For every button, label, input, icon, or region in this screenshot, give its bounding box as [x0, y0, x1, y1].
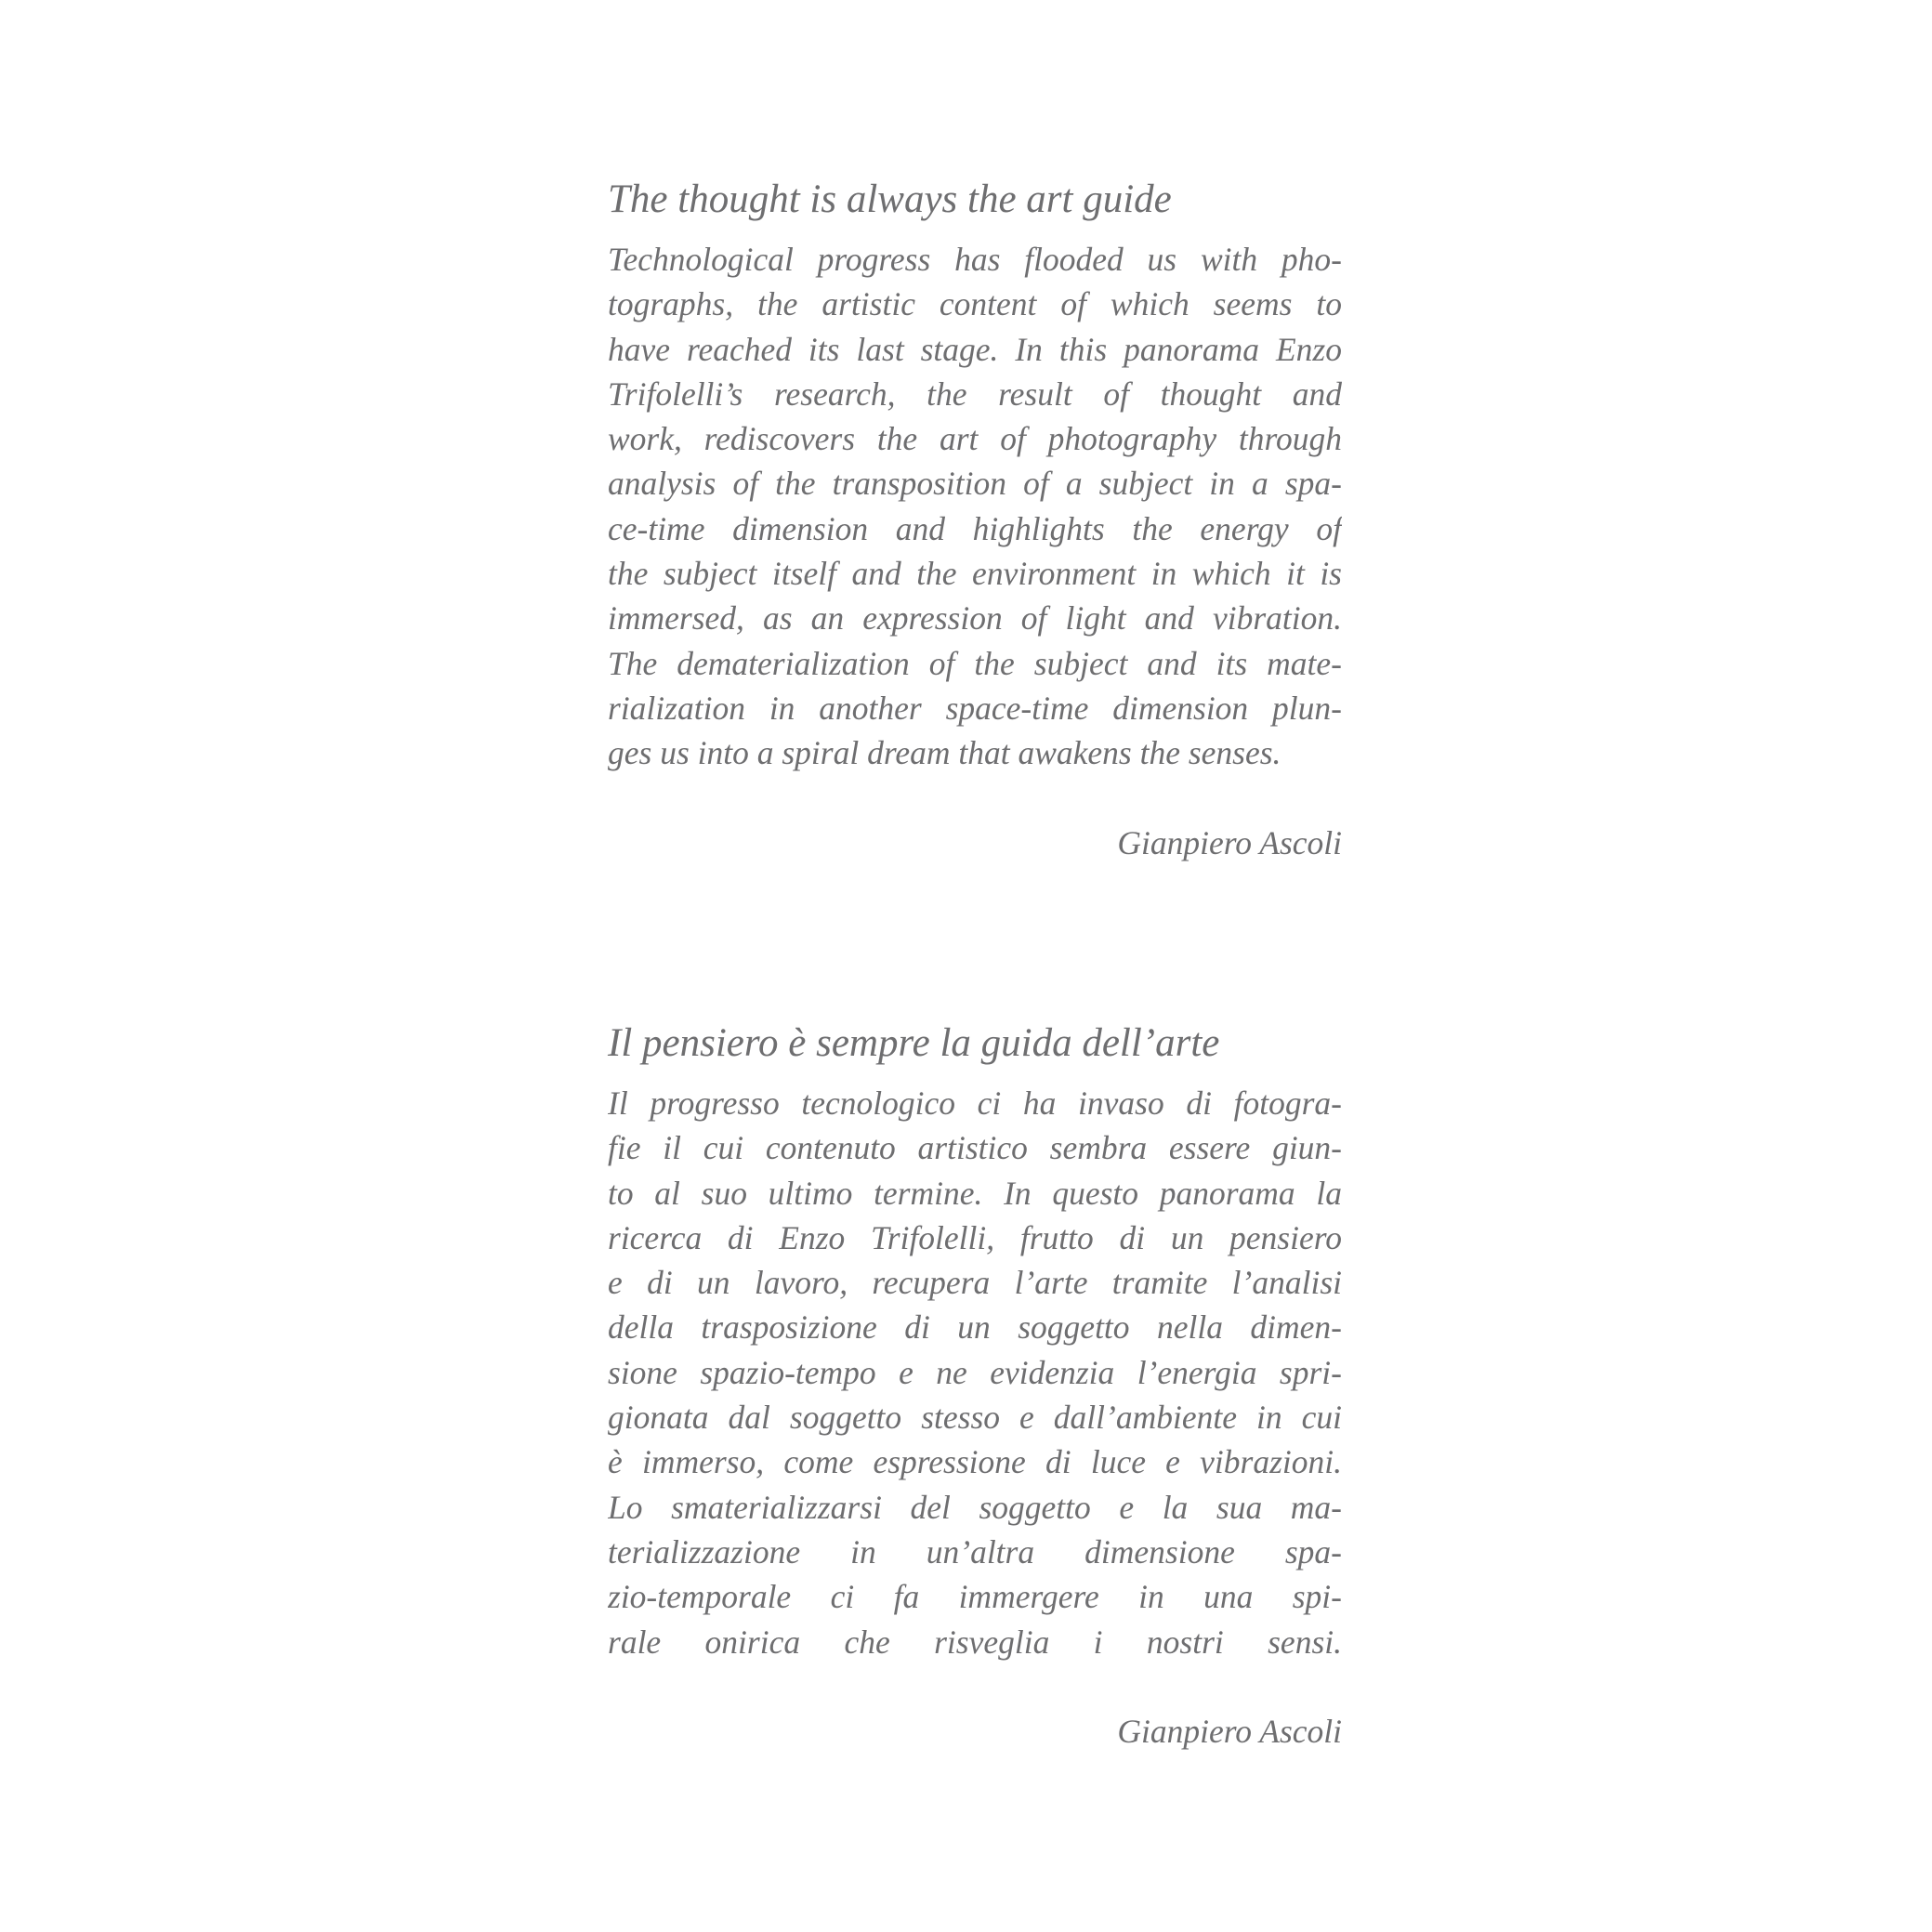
- italian-body-line: sione spazio-tempo e ne evidenzia l’energia spri-: [608, 1353, 1342, 1391]
- italian-body-line: è immerso, come espressione di luce e vibrazioni.: [608, 1443, 1342, 1481]
- italian-body-line: Lo smaterializzarsi del soggetto e la sua ma-: [608, 1488, 1342, 1526]
- italian-body-line: to al suo ultimo termine. In questo panorama la: [608, 1174, 1342, 1212]
- italian-body: [608, 1081, 1342, 1664]
- english-body-line: the subject itself and the environment in which it is: [608, 555, 1342, 593]
- english-body-line: Technological progress has flooded us with pho-: [608, 241, 1342, 278]
- italian-section: [608, 1016, 1342, 1754]
- english-body-line: The dematerialization of the subject and its mate-: [608, 644, 1342, 682]
- english-body-line: have reached its last stage. In this panorama Enzo: [608, 330, 1342, 368]
- english-author-signature: Gianpiero Ascoli: [1117, 823, 1342, 861]
- english-body-line: analysis of the transposition of a subject in a spa-: [608, 465, 1342, 503]
- english-body-line: tographs, the artistic content of which seems to: [608, 285, 1342, 323]
- english-body-line: ges us into a spiral dream that awakens the senses.: [608, 734, 1281, 772]
- italian-body-line: fie il cui contenuto artistico sembra essere giun-: [608, 1129, 1342, 1167]
- italian-body-line: rale onirica che risveglia i nostri sensi.: [608, 1623, 1342, 1661]
- italian-body-line: Il progresso tecnologico ci ha invaso di fotogra-: [608, 1084, 1342, 1122]
- english-title: The thought is always the art guide: [608, 177, 1172, 221]
- english-body-line: Trifolelli’s research, the result of thought and: [608, 375, 1342, 413]
- english-section: [608, 172, 1342, 865]
- italian-body-line: ricerca di Enzo Trifolelli, frutto di un pensiero: [608, 1218, 1342, 1256]
- english-body-line: rialization in another space-time dimension plun-: [608, 689, 1342, 727]
- english-body: [608, 237, 1342, 776]
- english-body-line: immersed, as an expression of light and vibration.: [608, 599, 1342, 637]
- italian-body-line: gionata dal soggetto stesso e dall’ambiente in cui: [608, 1399, 1342, 1437]
- italian-body-line: e di un lavoro, recupera l’arte tramite l’analisi: [608, 1264, 1342, 1302]
- italian-body-line: della trasposizione di un soggetto nella dimen-: [608, 1308, 1342, 1347]
- italian-title: Il pensiero è sempre la guida dell’arte: [608, 1021, 1220, 1065]
- italian-author-signature: Gianpiero Ascoli: [1117, 1712, 1342, 1750]
- english-body-line: ce-time dimension and highlights the energy of: [608, 509, 1342, 547]
- italian-body-line: terializzazione in un’altra dimensione spa-: [608, 1532, 1342, 1571]
- english-body-line: work, rediscovers the art of photography through: [608, 420, 1342, 458]
- italian-body-line: zio-temporale ci fa immergere in una spi-: [608, 1578, 1342, 1616]
